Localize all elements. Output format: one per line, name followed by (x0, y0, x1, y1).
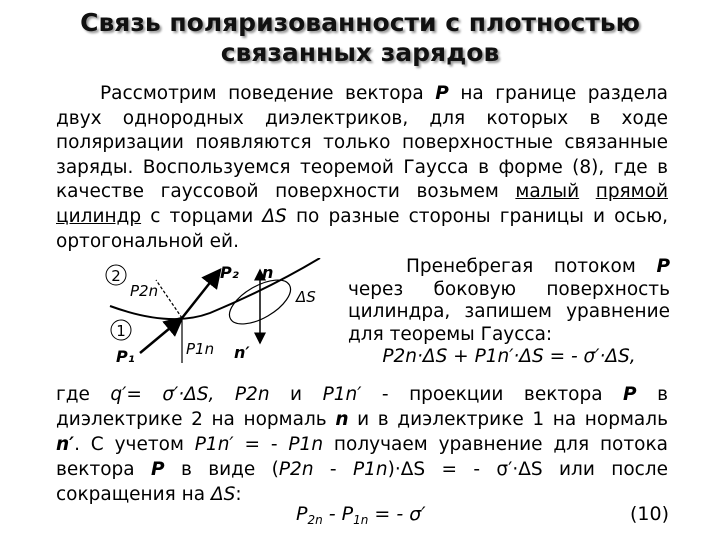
title-line-2: связанных зарядов (220, 38, 500, 67)
right-line-2: через боковую поверхность (348, 278, 670, 300)
bottom-line-4: вектора P в виде (P2n - P1n)·ΔS = - σ′·ΔS или после (56, 459, 669, 480)
label-p1: P₁ (116, 347, 135, 366)
vector-p: P (435, 83, 449, 104)
intro-text-3: с торцами (141, 205, 263, 227)
intro-text-1: Рассмотрим поведение вектора (100, 83, 436, 104)
region-2-label: 2 (111, 267, 121, 285)
slide-title (0, 8, 720, 68)
bottom-line-5: сокращения на ΔS: (56, 484, 242, 505)
underlined-small: малый (515, 181, 580, 203)
bottom-line-3: n′. С учетом P1n′ = - P1n получаем уравнение для потока (56, 434, 668, 455)
bottom-paragraph (56, 382, 668, 507)
label-p2: P₂ (220, 263, 239, 282)
label-delta-s: ΔS (296, 288, 316, 306)
equation-number: (10) (630, 503, 670, 525)
delta-s: ΔS (262, 205, 287, 227)
label-n: n (262, 263, 274, 282)
title-line-1: Связь поляризованности с плотностью (80, 8, 640, 37)
underlined-cylinder: прямой цилиндр (56, 181, 668, 227)
right-line-3: цилиндра, запишем уравнение (348, 301, 670, 323)
label-p1n: P1n (186, 340, 215, 358)
right-line-4: для теоремы Гаусса: (348, 323, 553, 345)
right-text-block (348, 256, 670, 369)
intro-text-2: на границе раздела двух однородных диэлектриков, для которых в ходе поляризации появляются только поверхностные связанные заряды. Воспользуемся теоремой Гаусса в форме (8), где в качестве гауссовой поверхности возьмем (56, 83, 668, 203)
p2n-projection (156, 280, 182, 318)
region-1-label: 1 (116, 322, 126, 340)
gauss-equation: P2n·ΔS + P1n′·ΔS = - σ′·ΔS, (382, 346, 636, 368)
right-line-1: Пренебрегая потоком P (406, 256, 670, 277)
label-n-prime: n′ (234, 343, 250, 362)
bottom-line-2: диэлектрике 2 на нормаль n и в диэлектрике 1 на нормаль (56, 409, 668, 430)
intro-paragraph (56, 82, 668, 254)
intro-text-4: по разные стороны границы и осью, ортогональной ей. (56, 205, 669, 252)
bottom-line-1: где q′= σ′·ΔS, P2n и P1n′ - проекции вектора P в (56, 384, 668, 405)
boundary-diagram (100, 258, 340, 378)
final-equation: $P_{2n} - P_{1n}$ = - σ′ (296, 503, 426, 527)
vector-p1-arrow (140, 318, 182, 353)
label-p2n: P2n (130, 282, 159, 300)
